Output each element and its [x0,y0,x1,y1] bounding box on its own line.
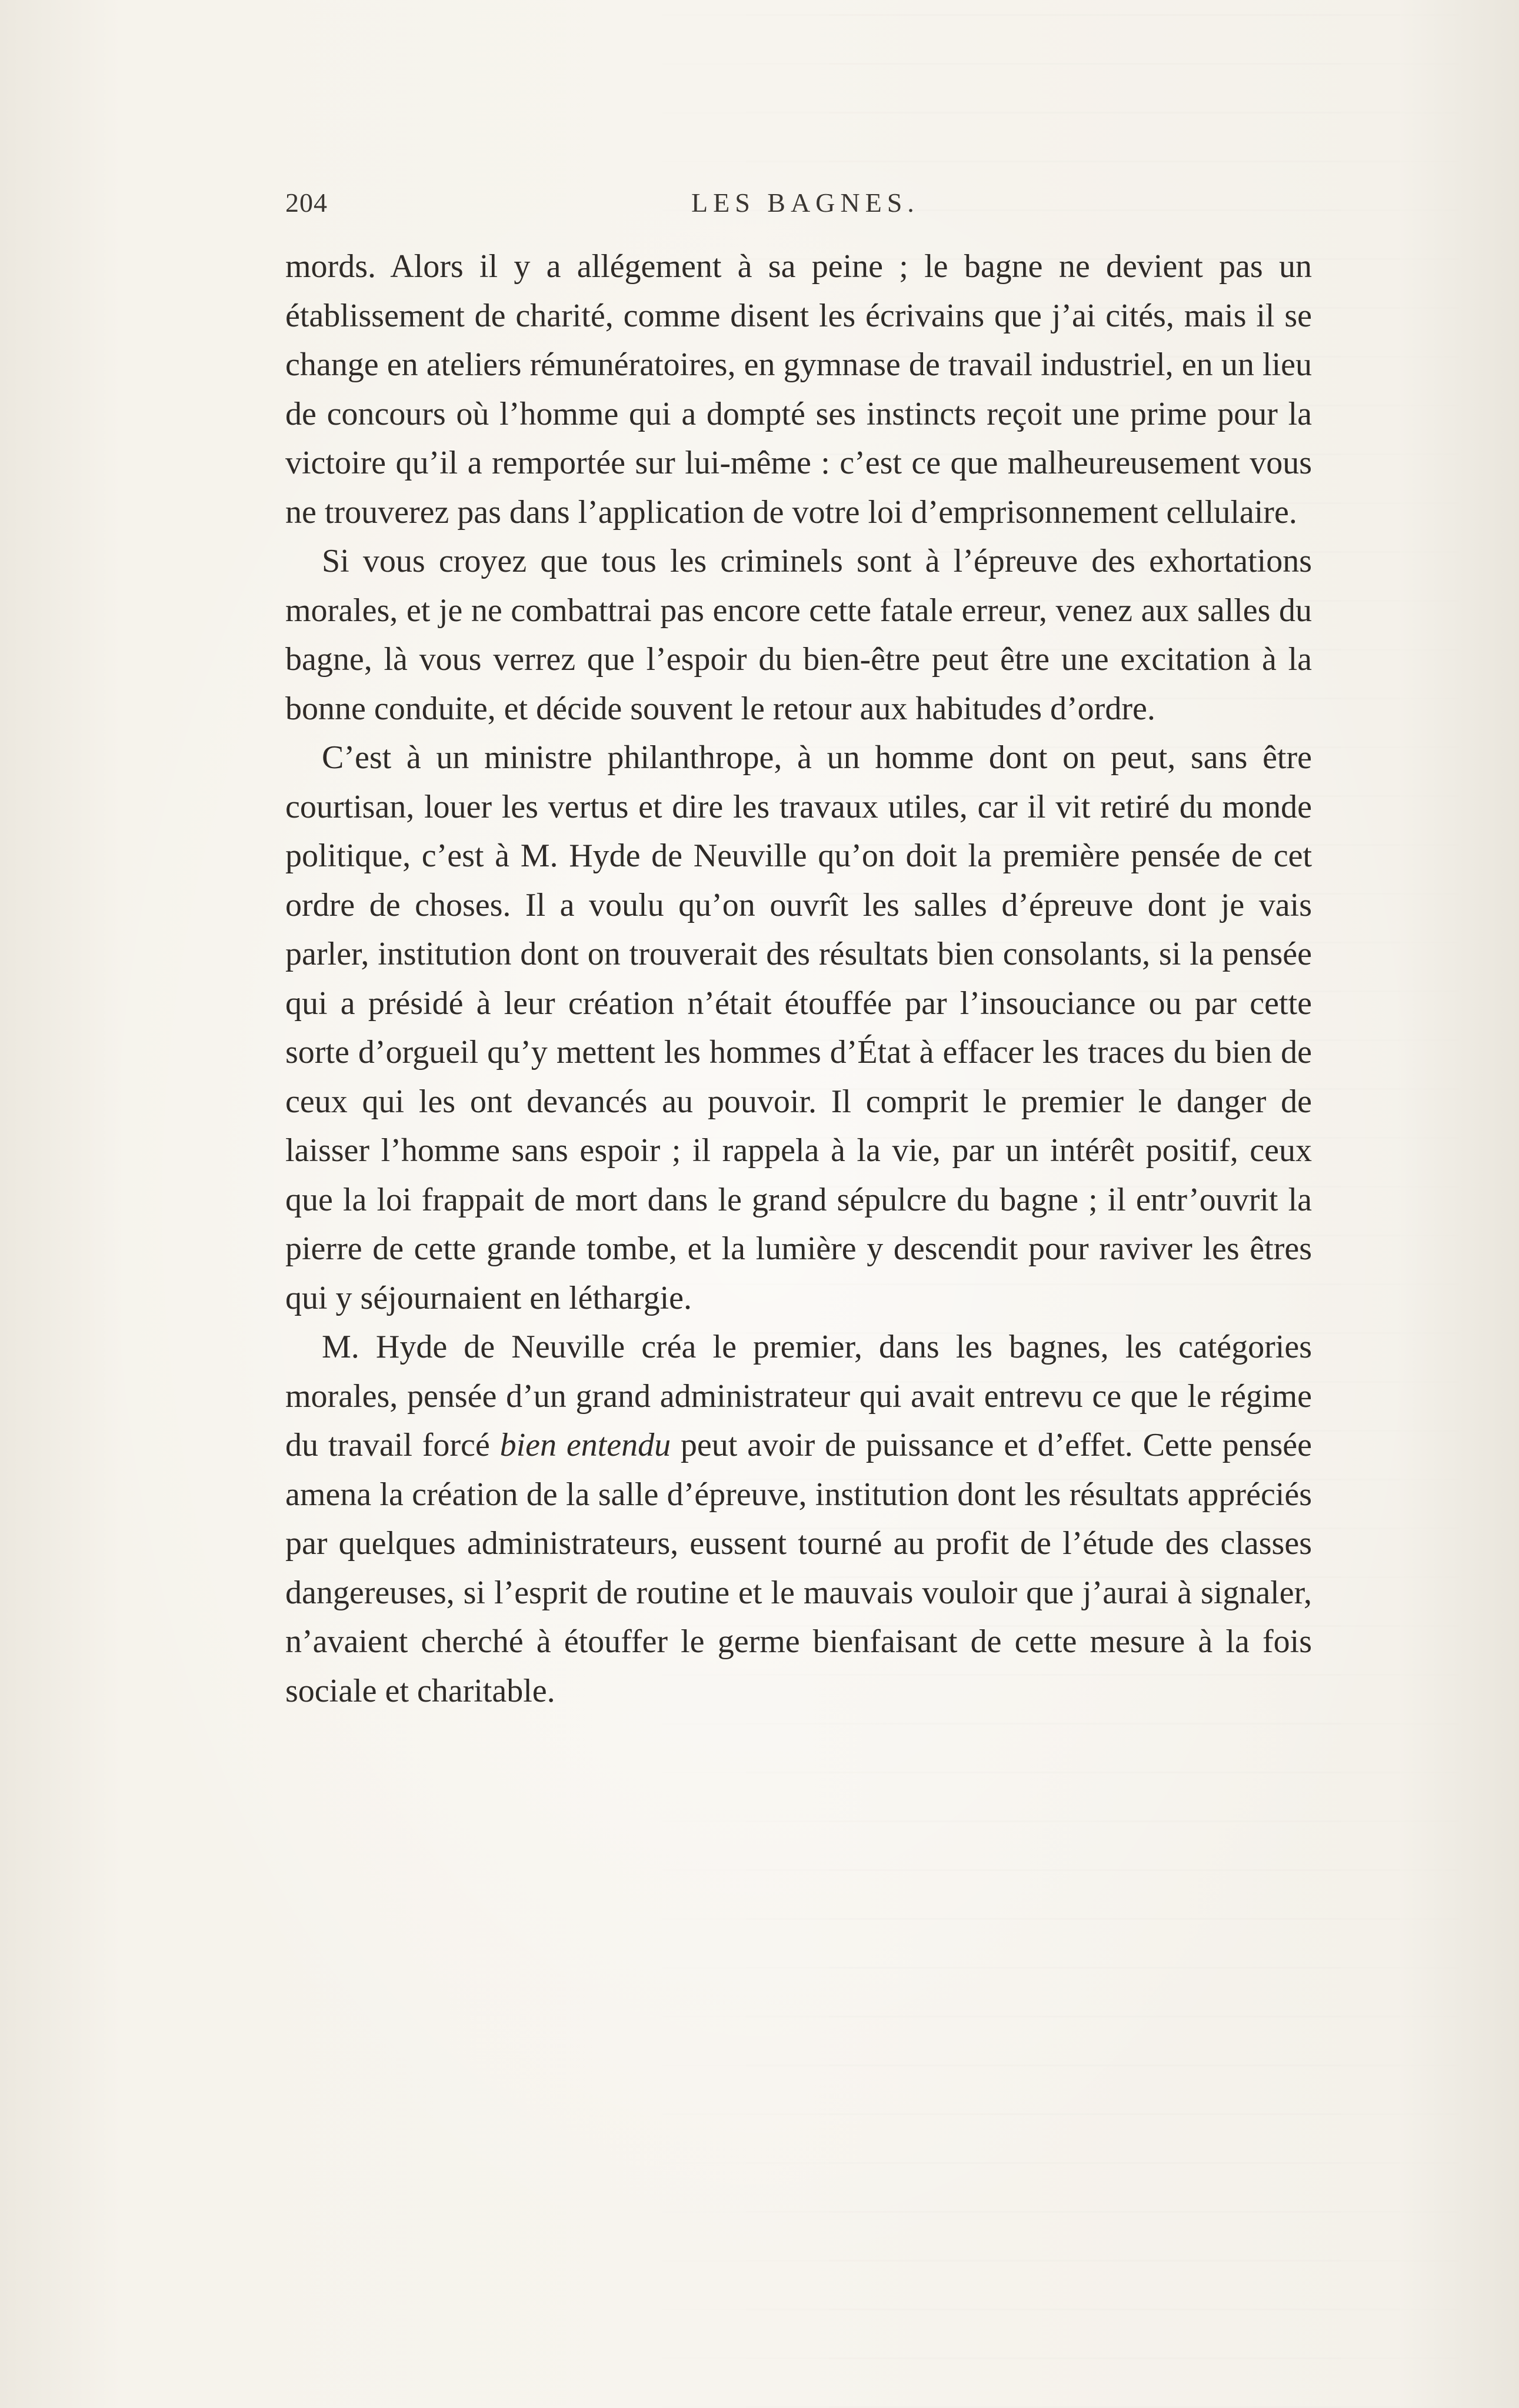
paragraph-with-emphasis [285,1323,1312,1716]
main-text [285,242,1312,1716]
page-header [285,187,1312,228]
paragraph-text-segment: M. Hyde de Neuville créa le premier, dans les bagnes, les catégories morales, pensée d’un grand administrateur qui avait entrevu ce que le régime du travail forcé [285,1329,1312,1463]
paragraph-continued: mords. Alors il y a allégement à sa peine ; le bagne ne devient pas un établissement de charité, comme disent les écrivains que j’ai cités, mais il se change en ateliers rémunératoires, en gymnase de travail industriel, en un lieu de concours où l’homme qui a dompté ses instincts reçoit une prime pour la victoire qu’il a remportée sur lui-même : c’est ce que malheureusement vous ne trouverez pas dans l’application de votre loi d’emprisonnement cellulaire. [285,248,1312,531]
paragraph-text-segment: peut avoir de puissance et d’effet. Cette pensée amena la création de la salle d’épreuve, institution dont les résultats appréciés par quelques administrateurs, eussent tourné au profit de l’étude des classes dangereuses, si l’esprit de routine et le mauvais vouloir que j’aurai à signaler, n’avaient cherché à étouffer le germe bienfaisant de cette mesure à la fois sociale et charitable. [285,1427,1313,1709]
paragraph: C’est à un ministre philanthrope, à un homme dont on peut, sans être courtisan, louer les vertus et dire les travaux utiles, car il vit retiré du monde politique, c’est à M. Hyde de Neuville qu’on doit la première pensée de cet ordre de choses. Il a voulu qu’on ouvrît les salles d’épreuve dont je vais parler, institution dont on trouverait des résultats bien consolants, si la pensée qui a présidé à leur création n’était étouffée par l’insouciance ou par cette sorte d’orgueil qu’y mettent les hommes d’État à effacer les traces du bien de ceux qui les ont devancés au pouvoir. Il comprit le premier le danger de laisser l’homme sans espoir ; il rappela à la vie, par un intérêt positif, ceux que la loi frappait de mort dans le grand sépulcre du bagne ; il entr’ouvrit la pierre de cette grande tombe, et la lumière y descendit pour raviver les êtres qui y séjournaient en léthargie. [285,739,1312,1316]
running-title: LES BAGNES. [691,188,920,218]
paragraph: Si vous croyez que tous les criminels sont à l’épreuve des exhortations morales, et je ne combattrai pas encore cette fatale erreur, venez aux salles du bagne, là vous verrez que l’espoir du bien-être peut être une excitation à la bonne conduite, et décide souvent le retour aux habitudes d’ordre. [285,543,1312,727]
italic-emphasis: bien entendu [499,1427,671,1463]
page-number: 204 [285,188,328,218]
